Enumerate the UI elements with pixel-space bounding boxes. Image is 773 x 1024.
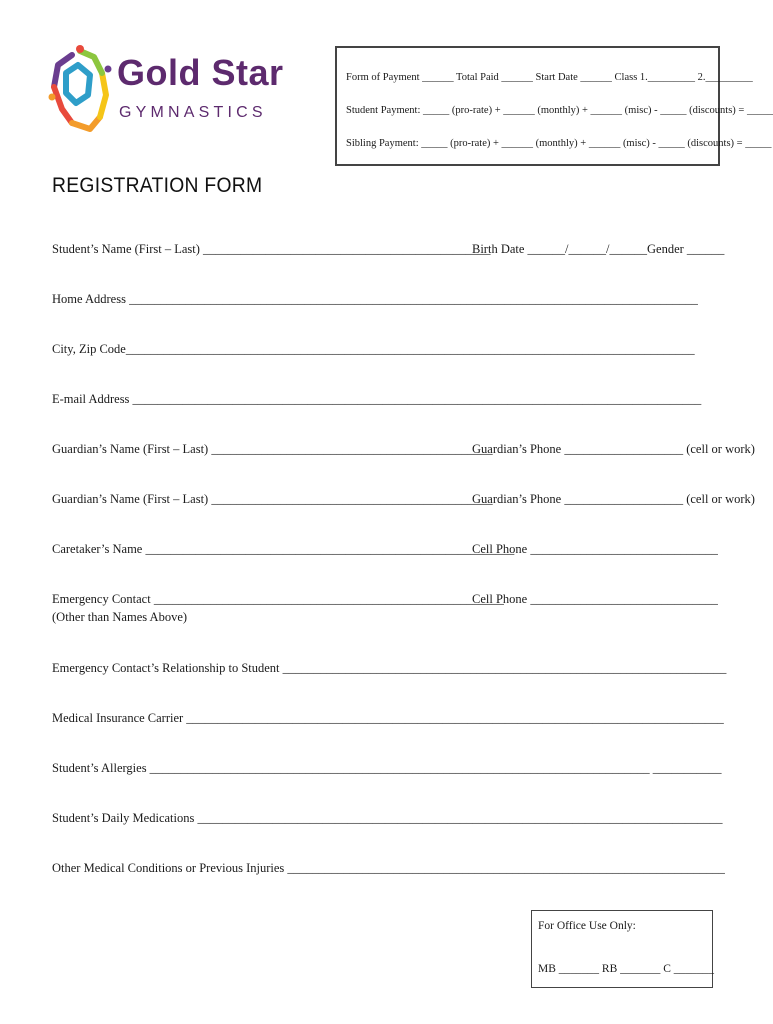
medications-field[interactable]: Student’s Daily Medications ____________________________________________________________________________________ (52, 811, 723, 825)
logo-stroke-blue (66, 65, 90, 103)
caretaker-name-field[interactable]: Caretaker’s Name ___________________________________________________________ (52, 542, 515, 556)
office-use-title: For Office Use Only: (538, 920, 636, 932)
payment-line-form[interactable]: Form of Payment ______ Total Paid ______ Start Date ______ Class 1._________ 2._________ (346, 72, 753, 83)
emergency-contact-note: (Other than Names Above) (52, 610, 188, 624)
office-use-codes[interactable]: MB _______ RB _______ C _______ (538, 963, 715, 975)
logo-dot-purple (105, 66, 112, 73)
insurance-field[interactable]: Medical Insurance Carrier ______________________________________________________________________________________ (52, 711, 724, 725)
guardian2-phone-field[interactable]: Guardian’s Phone ___________________ (cell or work) (472, 492, 755, 506)
caretaker-cell-field[interactable]: Cell Phone ______________________________ (472, 542, 718, 556)
logo-stroke-yellow (100, 73, 106, 117)
other-conditions-field[interactable]: Other Medical Conditions or Previous Injuries ______________________________________________________________________ (52, 861, 725, 875)
emergency-cell-field[interactable]: Cell Phone ______________________________ (472, 592, 718, 606)
payment-box (335, 46, 773, 166)
logo-dot-orange (49, 94, 56, 101)
brand-name: Gold Star (117, 52, 284, 93)
office-use-box (531, 910, 713, 988)
city-zip-field[interactable]: City, Zip Code___________________________________________________________________________________________ (52, 342, 695, 356)
form-title: REGISTRATION FORM (52, 174, 263, 197)
email-field[interactable]: E-mail Address ___________________________________________________________________________________________ (52, 392, 702, 406)
birth-date-field[interactable]: Birth Date ______/______/______ (472, 242, 647, 256)
logo-dot-red (76, 45, 84, 53)
logo-stroke-orange (72, 117, 100, 129)
allergies-field[interactable]: Student’s Allergies ________________________________________________________________________________ ___________ (52, 761, 722, 775)
payment-line-student[interactable]: Student Payment: _____ (pro-rate) + ______ (monthly) + ______ (misc) - _____ (discounts) = _____ (346, 105, 773, 116)
relationship-field[interactable]: Emergency Contact’s Relationship to Student _______________________________________________________________________ (52, 661, 727, 675)
emergency-contact-field[interactable]: Emergency Contact ________________________________________________________ (52, 592, 504, 606)
guardian2-name-field[interactable]: Guardian’s Name (First – Last) _____________________________________________ (52, 492, 493, 506)
brand-subtitle: GYMNASTICS (119, 104, 267, 121)
gender-field[interactable]: Gender ______ (647, 242, 725, 256)
guardian1-name-field[interactable]: Guardian’s Name (First – Last) _____________________________________________ (52, 442, 493, 456)
student-name-field[interactable]: Student’s Name (First – Last) ______________________________________________ (52, 242, 491, 256)
home-address-field[interactable]: Home Address ___________________________________________________________________________________________ (52, 292, 698, 306)
guardian1-phone-field[interactable]: Guardian’s Phone ___________________ (cell or work) (472, 442, 755, 456)
payment-line-sibling[interactable]: Sibling Payment: _____ (pro-rate) + ______ (monthly) + ______ (misc) - _____ (discounts) = _____ (346, 138, 772, 149)
